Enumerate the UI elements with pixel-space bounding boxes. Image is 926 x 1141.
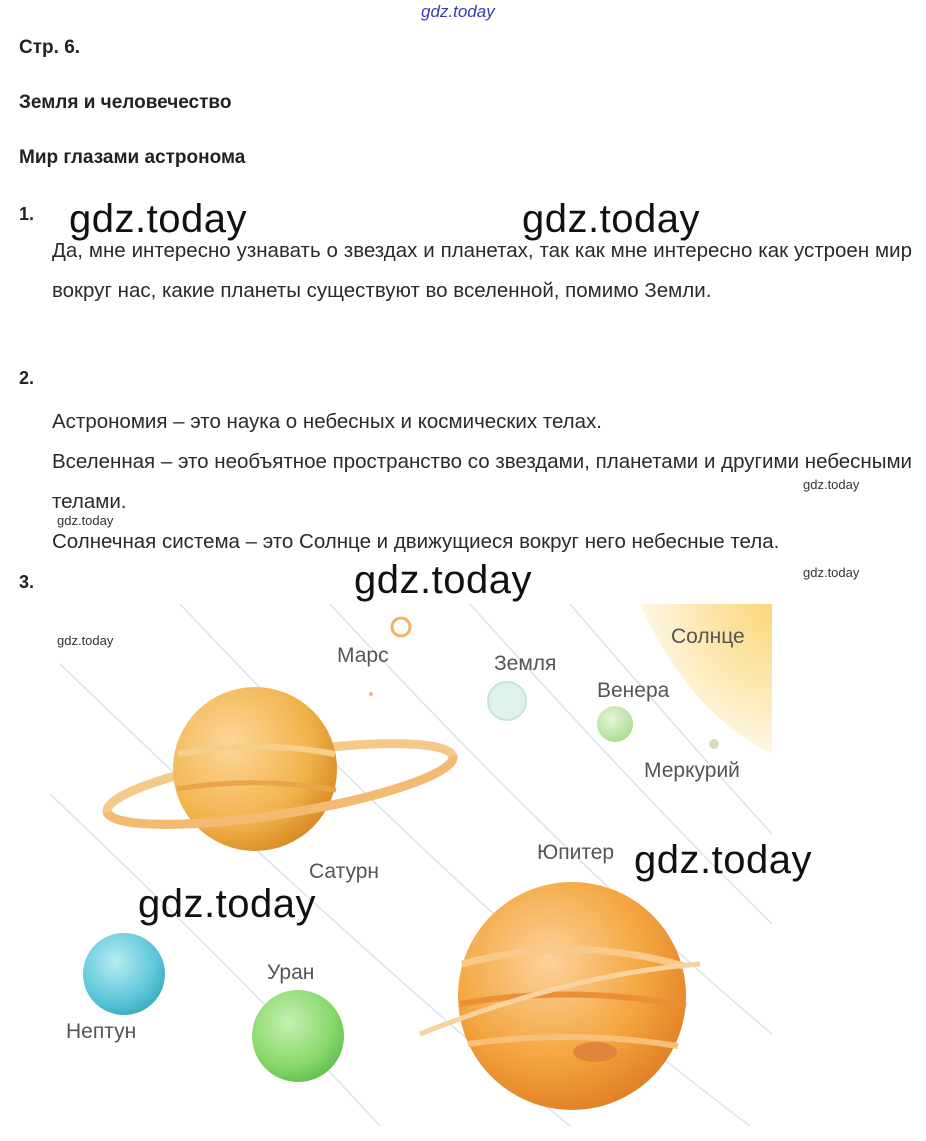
- label-earth: Земля: [494, 652, 557, 675]
- page-reference: Стр. 6.: [19, 37, 81, 58]
- definition-solar-system: Солнечная система – это Солнце и движущиеся вокруг него небесные тела.: [52, 530, 780, 553]
- watermark-small-1: gdz.today: [803, 477, 860, 492]
- topic-title: Мир глазами астронома: [19, 147, 246, 168]
- question-3-number: 3.: [19, 572, 35, 592]
- definition-astronomy: Астрономия – это наука о небесных и космических телах.: [52, 410, 602, 433]
- watermark-top: gdz.today: [421, 2, 495, 21]
- jupiter-shape: [420, 882, 700, 1110]
- watermark-large-2: gdz.today: [522, 197, 700, 241]
- label-uranus: Уран: [267, 961, 315, 984]
- watermark-large-4: gdz.today: [634, 838, 812, 882]
- label-mercury: Меркурий: [644, 759, 740, 782]
- watermark-small-2: gdz.today: [57, 513, 114, 528]
- mars-dot: [369, 692, 373, 696]
- watermark-large-5: gdz.today: [138, 882, 316, 926]
- mercury-shape: [709, 739, 719, 749]
- earth-shape: [488, 682, 526, 720]
- watermark-small-3: gdz.today: [803, 565, 860, 580]
- label-neptune: Нептун: [66, 1020, 137, 1043]
- label-sun: Солнце: [671, 625, 745, 648]
- question-1-answer: Да, мне интересно узнавать о звездах и планетах, так как мне интересно как устроен мир вокруг нас, какие планеты существуют во вселенной, помимо Земли.: [52, 239, 912, 302]
- neptune-shape: [83, 933, 165, 1015]
- label-saturn: Сатурн: [309, 860, 380, 883]
- label-venus: Венера: [597, 679, 670, 702]
- question-2-number: 2.: [19, 368, 35, 388]
- watermark-small-4: gdz.today: [57, 633, 114, 648]
- definition-universe: Вселенная – это необъятное пространство со звездами, планетами и другими небесными телами.: [52, 450, 912, 513]
- watermark-large-1: gdz.today: [69, 197, 247, 241]
- label-mars: Марс: [337, 644, 389, 667]
- section-title: Земля и человечество: [19, 92, 232, 113]
- saturn-shape: [102, 687, 457, 851]
- watermark-large-3: gdz.today: [354, 558, 532, 602]
- mars-shape: [392, 618, 410, 636]
- label-jupiter: Юпитер: [537, 841, 615, 864]
- question-1-number: 1.: [19, 204, 35, 224]
- uranus-shape: [252, 990, 344, 1082]
- venus-shape: [597, 706, 633, 742]
